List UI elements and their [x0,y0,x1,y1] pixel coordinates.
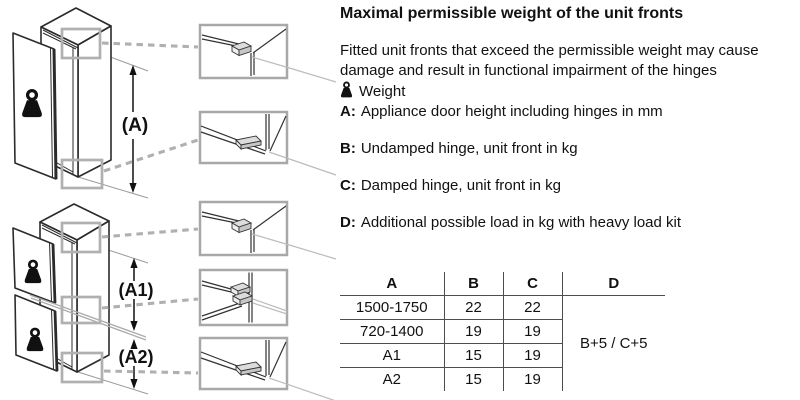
table-header-row [340,272,665,296]
weight-icon [340,81,353,98]
hinge-detail-callout [200,25,336,82]
single-door-fridge-diagram [13,8,336,198]
weight-table [340,272,665,391]
intro-paragraph: Fitted unit fronts that exceed the permissible weight may cause damage and result in functional impairment of the hinges [340,42,759,79]
callout-leader-line [104,140,198,171]
legend-item-d [340,213,796,233]
fridge-door-panel [13,33,56,179]
legend-weight-label: Weight [359,83,406,100]
legend-item-b [340,139,796,159]
table-header-cell: A [340,272,444,296]
callout-leader-line [102,43,198,47]
diagram-panel [0,0,340,400]
hinge-detail-callout-middle [200,270,287,325]
legend-key: D: [340,214,356,231]
table-header-cell: C [503,272,562,296]
table-cell: 15 [444,368,503,392]
table-header-cell: D [562,272,665,296]
table-cell: A1 [340,344,444,368]
table-cell: 19 [503,344,562,368]
dimension-a2 [119,339,154,389]
table-cell: 15 [444,344,503,368]
legend-weight-line [340,81,796,102]
legend-item-a [340,102,796,122]
table-cell: 19 [444,320,503,344]
table-row [340,296,665,320]
dimension-a-label: (A) [121,115,149,136]
table-cell: A2 [340,368,444,392]
dimension-a1-label: (A1) [118,280,154,300]
table-cell: 22 [503,296,562,320]
hinge-detail-callout [200,338,336,400]
table-cell: 19 [503,368,562,392]
legend-key: B: [340,140,356,157]
legend-item-c [340,176,796,196]
table-header-cell: B [444,272,503,296]
table-cell: 720-1400 [340,320,444,344]
table-cell: 19 [503,320,562,344]
legend-text: Undamped hinge, unit front in kg [360,140,578,157]
dimension-a [122,65,148,193]
text-column [340,0,796,388]
table-cell: 1500-1750 [340,296,444,320]
hinge-detail-callout [200,112,336,175]
double-door-fridge-diagram [13,202,336,400]
legend-key: C: [340,177,356,194]
legend-text: Damped hinge, unit front in kg [360,177,561,194]
legend-key: A: [340,103,356,120]
table-merged-cell-d: B+5 / C+5 [579,335,648,352]
table-cell: 22 [444,296,503,320]
dimension-a1 [119,258,154,331]
dimension-a2-label: (A2) [118,347,154,367]
legend-text: Additional possible load in kg with heavy load kit [360,214,682,231]
legend-text: Appliance door height including hinges in mm [360,103,663,120]
page-title: Maximal permissible weight of the unit fronts [340,5,684,22]
hinge-detail-callout [200,202,336,259]
